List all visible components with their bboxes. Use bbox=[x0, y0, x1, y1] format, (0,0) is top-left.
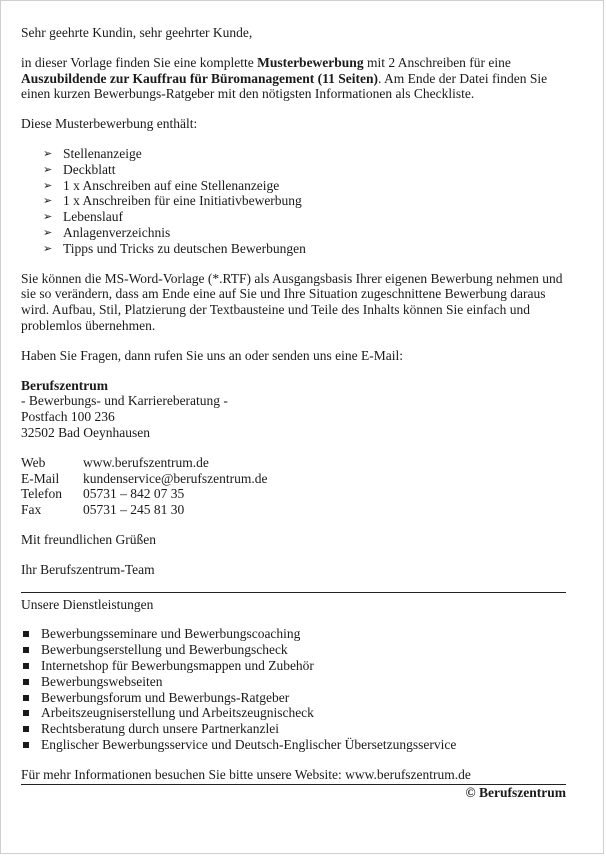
square-bullet-icon bbox=[23, 647, 29, 653]
document-body bbox=[21, 25, 566, 801]
square-bullet-icon bbox=[23, 695, 29, 701]
list-item: ➢ 1 x Anschreiben für eine Initiativbewerbung bbox=[43, 193, 302, 209]
intro-bold-1: Musterbewerbung bbox=[257, 54, 364, 70]
arrow-bullet-icon: ➢ bbox=[43, 225, 53, 239]
intro-paragraph bbox=[21, 55, 566, 102]
contact-label-fax: Fax bbox=[21, 502, 42, 518]
list-item: Bewerbungswebseiten bbox=[21, 674, 566, 690]
list-item: Bewerbungsseminare und Bewerbungscoaching bbox=[21, 626, 566, 642]
list-item: ➢ Deckblatt bbox=[43, 161, 116, 177]
contents-heading: Diese Musterbewerbung enthält: bbox=[21, 116, 198, 132]
list-item: Internetshop für Bewerbungsmappen und Zubehör bbox=[21, 658, 566, 674]
square-bullet-icon bbox=[23, 726, 29, 732]
contact-value-email: kundenservice@berufszentrum.de bbox=[83, 470, 268, 486]
intro-bold-2: Auszubildende zur Kauffrau für Büromanagement (11 Seiten) bbox=[21, 70, 379, 86]
intro-text-3: . Am Ende der Datei finden Sie einen kurzen Bewerbungs-Ratgeber mit den nötigsten Informationen als Checkliste. bbox=[21, 70, 548, 102]
copyright: © Berufszentrum bbox=[465, 785, 566, 801]
contact-label-email: E-Mail bbox=[21, 470, 60, 486]
intro-text-1: in dieser Vorlage finden Sie eine komplette bbox=[21, 54, 258, 70]
usage-paragraph: Sie können die MS-Word-Vorlage (*.RTF) als Ausgangsbasis Ihrer eigenen Bewerbung nehmen und sie so verändern, dass am Ende eine auf Sie und Ihre Situation zugeschnittene Bewerbung daraus wird. Aufbau, Stil, Platzierung der Textbausteine und Teile des Inhalts können Sie einfach und problemlos übernehmen. bbox=[21, 270, 563, 333]
intro-text-2: mit 2 Anschreiben für eine bbox=[363, 54, 511, 70]
list-item: Bewerbungsforum und Bewerbungs-Ratgeber bbox=[21, 690, 566, 706]
arrow-bullet-icon: ➢ bbox=[43, 210, 53, 224]
square-bullet-icon bbox=[23, 663, 29, 669]
arrow-bullet-icon: ➢ bbox=[43, 162, 53, 176]
signature: Ihr Berufszentrum-Team bbox=[21, 561, 155, 577]
list-item: ➢ Lebenslauf bbox=[43, 209, 123, 225]
list-item: Rechtsberatung durch unsere Partnerkanzlei bbox=[21, 721, 566, 737]
address-block bbox=[21, 378, 566, 441]
contact-label-phone: Telefon bbox=[21, 486, 63, 502]
divider bbox=[21, 592, 566, 593]
company-name: Berufszentrum bbox=[21, 377, 108, 393]
list-item: ➢ Stellenanzeige bbox=[43, 145, 142, 161]
arrow-bullet-icon: ➢ bbox=[43, 241, 53, 255]
postbox: Postfach 100 236 bbox=[21, 409, 115, 425]
contents-list bbox=[21, 146, 566, 257]
services-heading: Unsere Dienstleistungen bbox=[21, 596, 154, 612]
contact-value-fax: 05731 – 245 81 30 bbox=[83, 502, 185, 518]
contact-value-phone: 05731 – 842 07 35 bbox=[83, 486, 185, 502]
square-bullet-icon bbox=[23, 742, 29, 748]
contact-label-web: Web bbox=[21, 454, 46, 470]
greeting: Sehr geehrte Kundin, sehr geehrter Kunde, bbox=[21, 25, 253, 40]
list-item: Arbeitszeugniserstellung und Arbeitszeugnischeck bbox=[21, 705, 566, 721]
arrow-bullet-icon: ➢ bbox=[43, 178, 53, 192]
contact-value-web: www.berufszentrum.de bbox=[83, 454, 209, 470]
list-item: ➢ Tipps und Tricks zu deutschen Bewerbungen bbox=[43, 240, 306, 256]
arrow-bullet-icon: ➢ bbox=[43, 194, 53, 208]
city: 32502 Bad Oeynhausen bbox=[21, 424, 150, 440]
arrow-bullet-icon: ➢ bbox=[43, 146, 53, 160]
closing: Mit freundlichen Grüßen bbox=[21, 531, 156, 547]
square-bullet-icon bbox=[23, 679, 29, 685]
company-tagline: - Bewerbungs- und Karriereberatung - bbox=[21, 393, 228, 409]
contact-block bbox=[21, 455, 566, 518]
list-item: Englischer Bewerbungsservice und Deutsch-Englischer Übersetzungsservice bbox=[21, 737, 566, 753]
footer-text: Für mehr Informationen besuchen Sie bitte unsere Website: www.berufszentrum.de bbox=[21, 766, 471, 782]
square-bullet-icon bbox=[23, 710, 29, 716]
list-item: ➢ 1 x Anschreiben auf eine Stellenanzeige bbox=[43, 177, 280, 193]
questions-paragraph: Haben Sie Fragen, dann rufen Sie uns an oder senden uns eine E-Mail: bbox=[21, 347, 404, 363]
list-item: Bewerbungserstellung und Bewerbungscheck bbox=[21, 642, 566, 658]
services-list bbox=[21, 626, 566, 752]
list-item: ➢ Anlagenverzeichnis bbox=[43, 224, 171, 240]
square-bullet-icon bbox=[23, 631, 29, 637]
